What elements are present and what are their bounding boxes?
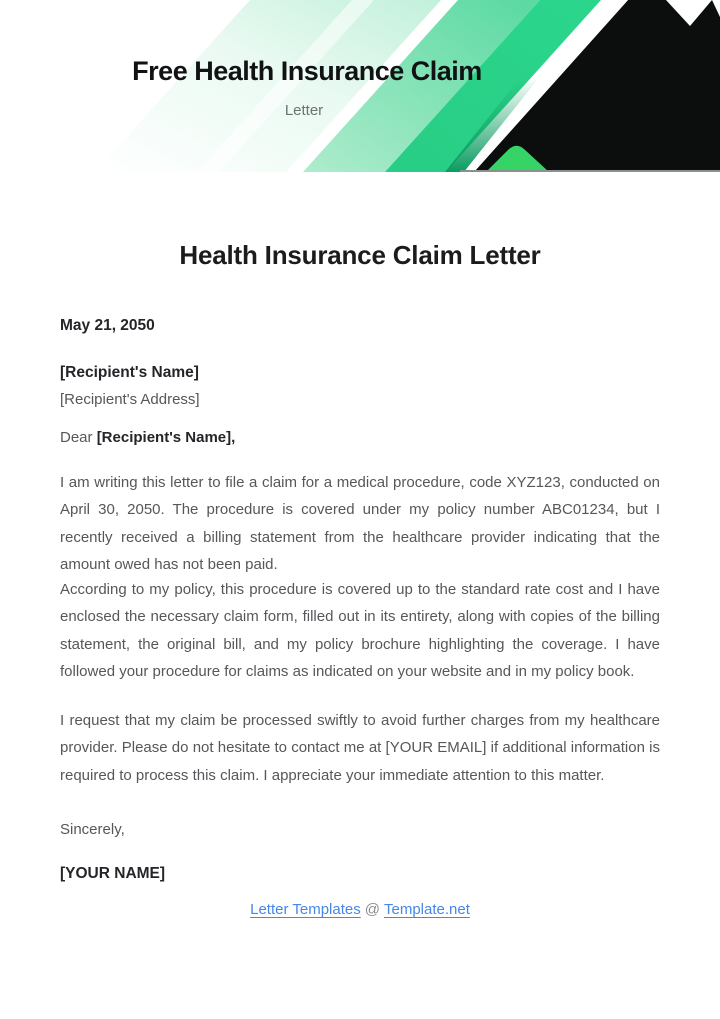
body-paragraph-3: I request that my claim be processed swiftly to avoid further charges from my healthcare provider. Please do not hesitate to contact me at [YOUR EMAIL] if additional information is required to process this claim. I appreciate your immediate attention to this matter. [60, 712, 660, 784]
salutation-prefix: Dear [60, 429, 97, 446]
template-net-link[interactable]: Template.net [383, 901, 470, 918]
body-paragraph-2: According to my policy, this procedure is covered up to the standard rate cost and I have enclosed the necessary claim form, filled out in its entirety, along with copies of the billing statement, the original bill, and my policy brochure highlighting the coverage. I have followed your procedure for claims as indicated on your website and in my policy book. [60, 581, 660, 680]
template-subtitle: Letter [284, 102, 324, 119]
body-paragraph-1: I am writing this letter to file a claim for a medical procedure, code XYZ123, conducted on April 30, 2050. The procedure is covered under my policy number ABC01234, but I recently received a billing statement from the healthcare provider indicating that the amount owed has not been paid. [60, 474, 660, 573]
recipient-address-placeholder: [Recipient's Address] [60, 391, 200, 408]
letter-templates-link[interactable]: Letter Templates [250, 901, 361, 918]
letter-title: Health Insurance Claim Letter [179, 240, 541, 270]
letter-date: May 21, 2050 [60, 317, 155, 334]
recipient-name-placeholder: [Recipient's Name] [60, 364, 199, 381]
closing-line: Sincerely, [60, 821, 125, 838]
footer-attribution [0, 899, 720, 921]
salutation-name-placeholder: [Recipient's Name], [96, 429, 236, 446]
header-banner [0, 0, 720, 172]
footer-separator: @ [364, 901, 380, 918]
signature-name-placeholder: [YOUR NAME] [60, 865, 166, 882]
salutation-line [60, 424, 660, 451]
template-title: Free Health Insurance Claim [132, 56, 482, 86]
